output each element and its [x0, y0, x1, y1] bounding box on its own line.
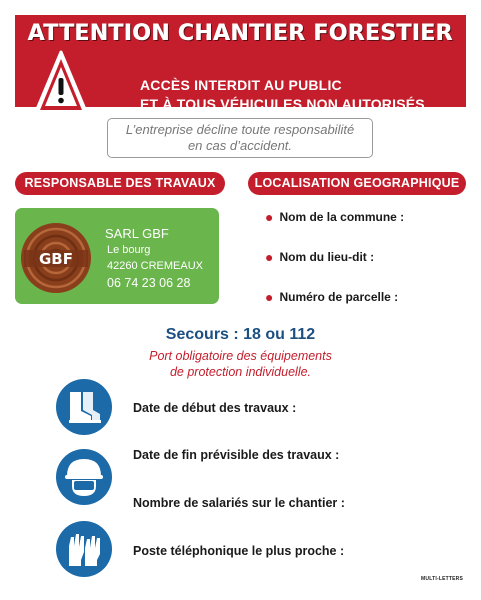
- company-logo: [20, 222, 92, 294]
- gloves-icon: [55, 520, 113, 578]
- location-field-label: Nom de la commune :: [279, 210, 405, 224]
- field-employee-count: Nombre de salariés sur le chantier :: [133, 496, 345, 510]
- bullet-icon: ●: [265, 209, 274, 225]
- bullet-icon: ●: [265, 289, 274, 305]
- warning-triangle-icon: [32, 48, 90, 120]
- banner-line-2: ET À TOUS VÉHICULES NON AUTORISÉS: [140, 96, 425, 112]
- company-address-2: 42260 CREMEAUX: [107, 260, 203, 272]
- maker-logo: MULTI-LETTERS: [421, 576, 463, 582]
- field-start-date: Date de début des travaux :: [133, 401, 297, 415]
- ppe-notice: [0, 348, 481, 380]
- company-name: SARL GBF: [105, 226, 169, 241]
- safety-boots-icon: [55, 378, 113, 436]
- location-field-parcelle: [265, 288, 398, 304]
- location-field-lieu-dit: [265, 248, 374, 264]
- section-localisation-heading: LOCALISATION GEOGRAPHIQUE: [248, 172, 466, 195]
- ppe-line-1: Port obligatoire des équipements: [149, 349, 332, 363]
- ppe-line-2: de protection individuelle.: [169, 365, 312, 379]
- location-field-label: Nom du lieu-dit :: [279, 250, 375, 264]
- company-address-1: Le bourg: [107, 244, 151, 256]
- disclaimer-box: [107, 118, 373, 158]
- disclaimer-line-2: en cas d’accident.: [187, 138, 293, 153]
- company-card: [15, 208, 219, 304]
- company-phone: 06 74 23 06 28: [107, 276, 191, 290]
- banner-title: ATTENTION CHANTIER FORESTIER: [27, 21, 454, 46]
- helmet-icon: [55, 448, 113, 506]
- emergency-numbers: Secours : 18 ou 112: [165, 326, 316, 343]
- disclaimer-line-1: L’entreprise décline toute responsabilité: [125, 122, 355, 137]
- logo-text: GBF: [39, 250, 73, 268]
- bullet-icon: ●: [265, 249, 274, 265]
- banner-line-1: ACCÈS INTERDIT AU PUBLIC: [140, 77, 342, 93]
- field-nearest-phone: Poste téléphonique le plus proche :: [133, 544, 345, 558]
- field-end-date: Date de fin prévisible des travaux :: [133, 448, 340, 462]
- location-field-commune: [265, 208, 404, 224]
- location-field-label: Numéro de parcelle :: [279, 290, 399, 304]
- section-responsable-heading: RESPONSABLE DES TRAVAUX: [15, 172, 225, 195]
